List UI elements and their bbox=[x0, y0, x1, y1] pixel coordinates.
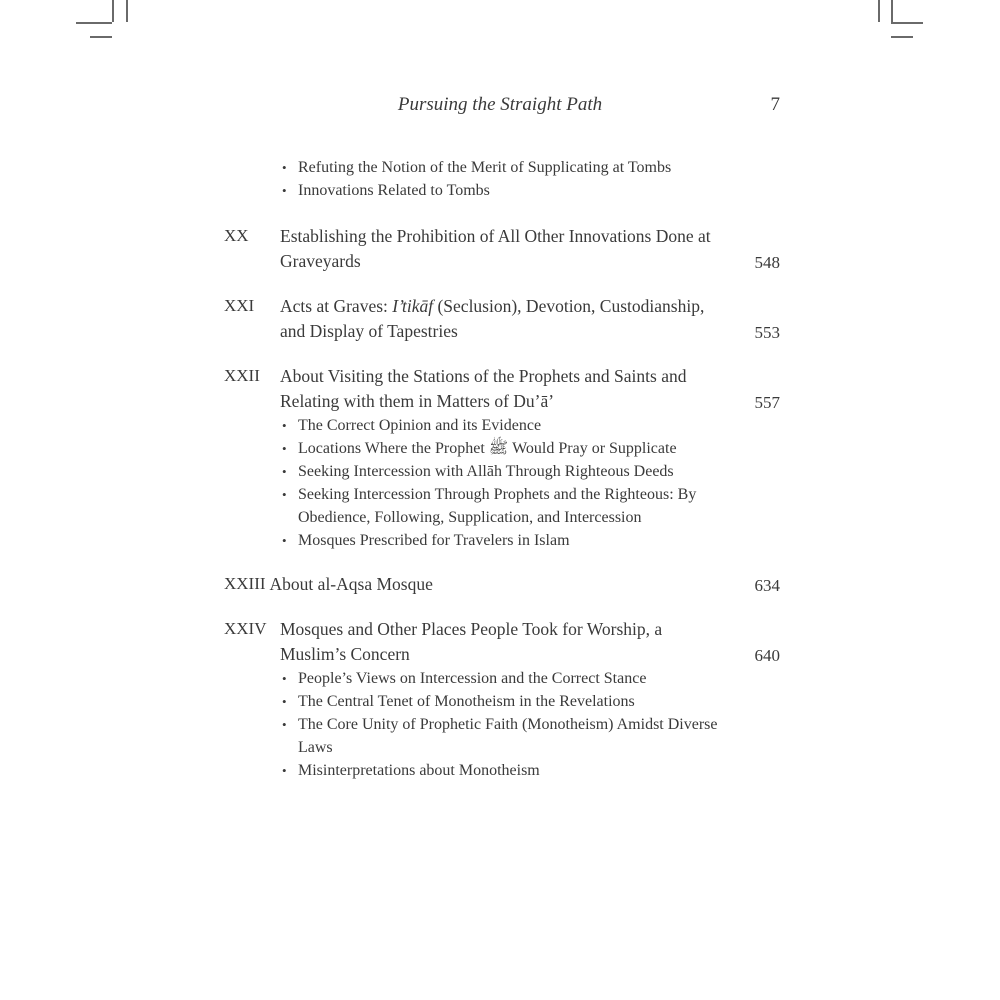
bullet-item: • Misinterpretations about Monotheism bbox=[280, 759, 780, 782]
crop-mark bbox=[891, 22, 923, 24]
bullet-item: • Seeking Intercession Through Prophets and the Righteous: By Obedience, Following, Supplication, and Intercession bbox=[280, 483, 780, 529]
chapter-numeral: XXII bbox=[224, 366, 260, 385]
bullet-item: • Refuting the Notion of the Merit of Supplicating at Tombs bbox=[280, 156, 780, 179]
bullet-list bbox=[224, 414, 780, 552]
bullet-item: • Seeking Intercession with Allāh Through Righteous Deeds bbox=[280, 460, 780, 483]
toc-entry bbox=[224, 572, 780, 597]
bullet-item: • The Correct Opinion and its Evidence bbox=[280, 414, 780, 437]
crop-mark bbox=[891, 0, 893, 22]
toc-entry bbox=[224, 364, 780, 552]
chapter-title-suffix: (Seclusion), Devotion, Custodianship, and Display of Tapestries bbox=[280, 296, 705, 341]
crop-mark bbox=[76, 22, 112, 24]
chapter-title: About al-Aqsa Mosque bbox=[269, 574, 433, 594]
chapter-title: About Visiting the Stations of the Prophets and Saints and Relating with them in Matters of Du’ā’ bbox=[280, 366, 687, 411]
chapter-title: Mosques and Other Places People Took for Worship, a Muslim’s Concern bbox=[280, 619, 663, 664]
chapter-numeral: XX bbox=[224, 226, 249, 245]
bullet-list bbox=[224, 667, 780, 782]
running-title: Pursuing the Straight Path bbox=[397, 94, 603, 115]
crop-mark bbox=[878, 0, 880, 22]
chapter-page: 557 bbox=[754, 393, 780, 412]
running-head bbox=[280, 94, 780, 120]
chapter-title: Establishing the Prohibition of All Other Innovations Done at Graveyards bbox=[280, 226, 711, 271]
chapter-numeral: XXI bbox=[224, 296, 255, 315]
chapter-page: 548 bbox=[754, 253, 780, 272]
table-of-contents bbox=[224, 156, 780, 782]
chapter-page: 553 bbox=[754, 323, 780, 342]
bullet-item: • Innovations Related to Tombs bbox=[280, 179, 780, 202]
toc-entry bbox=[224, 224, 780, 274]
crop-mark bbox=[126, 0, 128, 22]
chapter-page: 640 bbox=[754, 646, 780, 665]
chapter-numeral: XXIV bbox=[224, 619, 267, 638]
chapter-page: 634 bbox=[754, 576, 780, 595]
crop-mark bbox=[891, 36, 913, 38]
bullet-item: • People’s Views on Intercession and the Correct Stance bbox=[280, 667, 780, 690]
chapter-numeral: XXIII bbox=[224, 574, 266, 593]
chapter-title-italic: I’tikāf bbox=[392, 296, 434, 316]
crop-mark bbox=[90, 36, 112, 38]
toc-entry bbox=[224, 294, 780, 344]
page-number: 7 bbox=[770, 94, 780, 115]
chapter-title bbox=[280, 294, 744, 344]
continued-bullet-list bbox=[224, 156, 780, 202]
chapter-title-prefix: Acts at Graves: bbox=[280, 296, 393, 316]
bullet-item: • The Central Tenet of Monotheism in the Revelations bbox=[280, 690, 780, 713]
crop-mark bbox=[112, 0, 114, 22]
toc-entry bbox=[224, 617, 780, 782]
bullet-item: • The Core Unity of Prophetic Faith (Monotheism) Amidst Diverse Laws bbox=[280, 713, 780, 759]
bullet-item: • Mosques Prescribed for Travelers in Islam bbox=[280, 529, 780, 552]
bullet-item: • Locations Where the Prophet ﷺ Would Pray or Supplicate bbox=[280, 437, 780, 460]
